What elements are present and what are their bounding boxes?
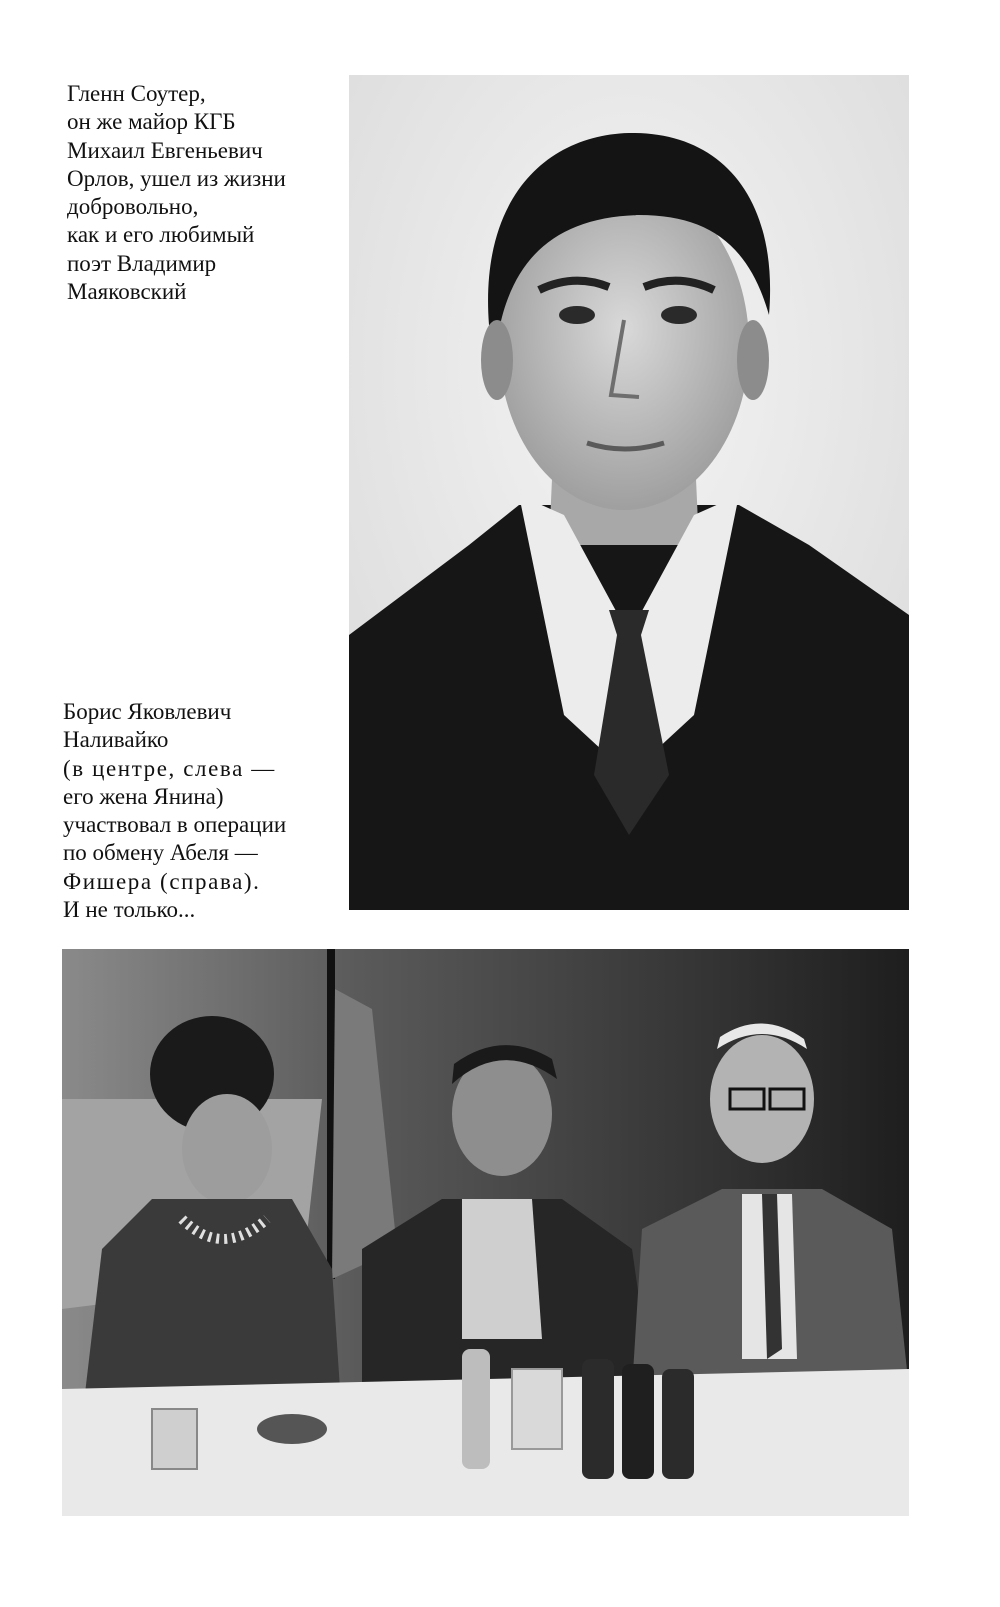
caption-top-line: как и его любимый (67, 222, 255, 248)
caption-bottom-line: Борис Яковлевич (63, 699, 232, 724)
caption-top-line: добровольно, (67, 194, 199, 220)
caption-bottom-line: И не только... (63, 897, 196, 923)
caption-top-line: Михаил Евгеньевич (67, 137, 263, 163)
caption-bottom-line: участвовал в операции (63, 812, 287, 838)
caption-bottom-line: Наливайко (63, 727, 169, 753)
caption-bottom-line: по обмену Абеля — (63, 840, 258, 866)
portrait-photo (349, 75, 909, 910)
caption-top-line: Гленн Соутер, (67, 81, 206, 106)
caption-bottom (63, 698, 286, 924)
group-photo (62, 949, 909, 1516)
caption-bottom-line: его жена Янина) (63, 783, 224, 809)
caption-top (67, 80, 286, 306)
caption-bottom-line: Фишера (справа). (63, 868, 261, 894)
caption-top-line: Маяковский (67, 279, 187, 305)
caption-top-line: Орлов, ушел из жизни (67, 165, 286, 191)
caption-top-line: он же майор КГБ (67, 109, 236, 135)
caption-top-line: поэт Владимир (67, 250, 217, 276)
caption-bottom-line: (в центре, слева — (63, 755, 276, 781)
